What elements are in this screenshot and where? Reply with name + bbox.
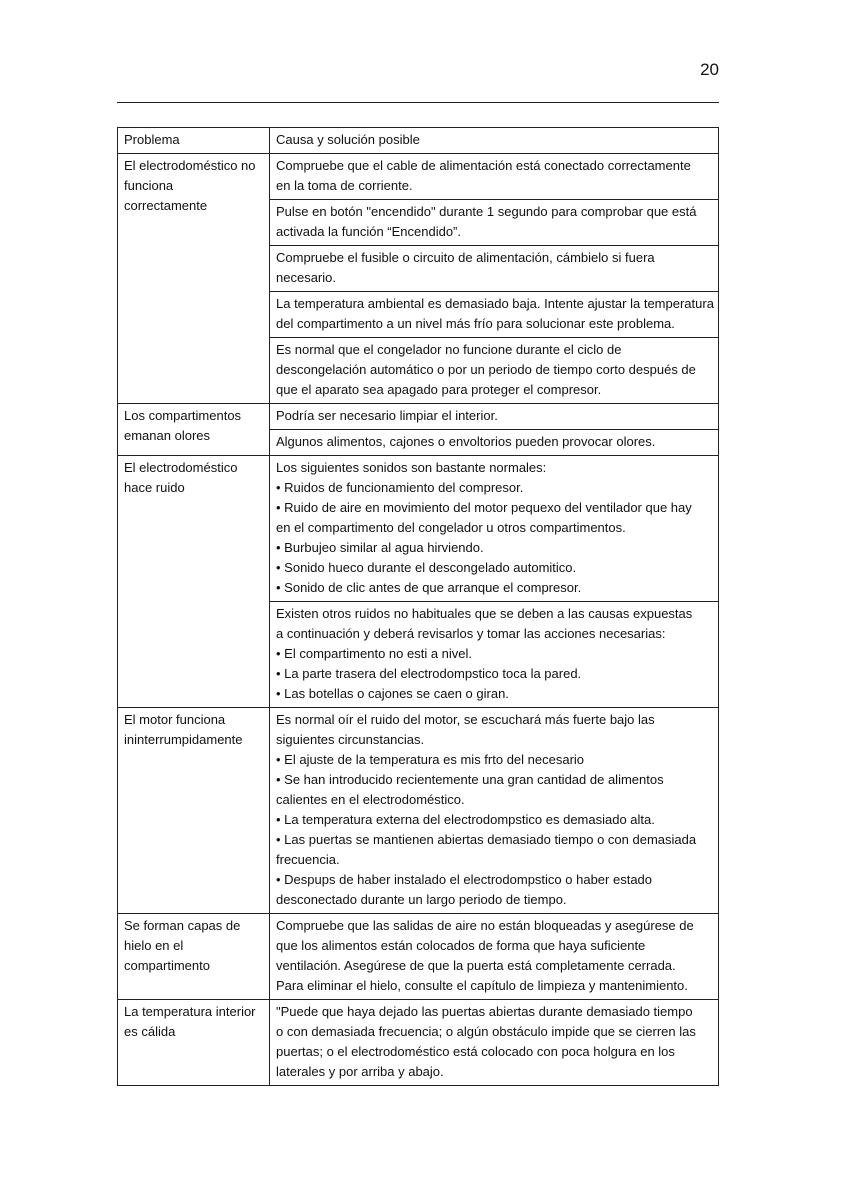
- cause-text: Es normal que el congelador no funcione durante el ciclo de: [276, 342, 622, 357]
- cause-text: • Ruidos de funcionamiento del compresor.: [276, 480, 524, 495]
- problem-cell: [118, 154, 270, 404]
- table-header-row: [118, 128, 719, 154]
- cause-text: Los siguientes sonidos son bastante normales:: [276, 460, 547, 475]
- cause-text: o con demasiada frecuencia; o algún obstáculo impide que se cierren las: [276, 1024, 696, 1039]
- problem-text: Los compartimentos: [124, 408, 242, 423]
- problem-text: emanan olores: [124, 428, 210, 443]
- cause-text: • Sonido de clic antes de que arranque el compresor.: [276, 580, 582, 595]
- cause-cell: [270, 430, 719, 456]
- cause-text: • La temperatura externa del electrodompstico es demasiado alta.: [276, 812, 655, 827]
- cause-text: calientes en el electrodoméstico.: [276, 792, 465, 807]
- cause-cell: [270, 708, 719, 914]
- problem-text: Se forman capas de: [124, 918, 241, 933]
- cause-text: Para eliminar el hielo, consulte el capítulo de limpieza y mantenimiento.: [276, 978, 688, 993]
- cause-text: • Las puertas se mantienen abiertas demasiado tiempo o con demasiada: [276, 832, 697, 847]
- cause-text: Podría ser necesario limpiar el interior.: [276, 408, 498, 423]
- cause-text: siguientes circunstancias.: [276, 732, 425, 747]
- problem-cell: [118, 404, 270, 456]
- cause-text: descongelación automático o por un periodo de tiempo corto después de: [276, 362, 696, 377]
- cause-cell: [270, 292, 719, 338]
- table-row: [118, 456, 719, 602]
- problem-cell: [118, 456, 270, 708]
- cause-text: a continuación y deberá revisarlos y tomar las acciones necesarias:: [276, 626, 666, 641]
- cause-cell: [270, 914, 719, 1000]
- cause-text: activada la función “Encendido”.: [276, 224, 462, 239]
- cause-text: • Las botellas o cajones se caen o giran.: [276, 686, 509, 701]
- cause-text: • Sonido hueco durante el descongelado automitico.: [276, 560, 577, 575]
- problem-text: La temperatura interior: [124, 1004, 256, 1019]
- cause-cell: [270, 246, 719, 292]
- header-cause: Causa y solución posible: [270, 128, 719, 154]
- cause-text: Compruebe el fusible o circuito de alimentación, cámbielo si fuera: [276, 250, 655, 265]
- cause-text: frecuencia.: [276, 852, 340, 867]
- table-row: [118, 1000, 719, 1086]
- table-row: [118, 154, 719, 200]
- cause-text: Existen otros ruidos no habituales que se deben a las causas expuestas: [276, 606, 693, 621]
- cause-text: que el aparato sea apagado para proteger el compresor.: [276, 382, 602, 397]
- cause-text: Es normal oír el ruido del motor, se escuchará más fuerte bajo las: [276, 712, 655, 727]
- page-number: 20: [700, 60, 719, 79]
- table-body: [118, 154, 719, 1086]
- cause-text: Algunos alimentos, cajones o envoltorios pueden provocar olores.: [276, 434, 656, 449]
- table-row: [118, 914, 719, 1000]
- cause-cell: [270, 456, 719, 602]
- cause-text: en la toma de corriente.: [276, 178, 413, 193]
- cause-text: • El compartimento no esti a nivel.: [276, 646, 473, 661]
- cause-text: que los alimentos están colocados de forma que haya suficiente: [276, 938, 646, 953]
- cause-cell: [270, 338, 719, 404]
- cause-text: Compruebe que las salidas de aire no están bloqueadas y asegúrese de: [276, 918, 694, 933]
- cause-text: • El ajuste de la temperatura es mis frto del necesario: [276, 752, 585, 767]
- cause-text: • Despups de haber instalado el electrodompstico o haber estado: [276, 872, 653, 887]
- problem-text: hielo en el: [124, 938, 184, 953]
- cause-cell: [270, 200, 719, 246]
- cause-text: La temperatura ambiental es demasiado baja. Intente ajustar la temperatura: [276, 296, 714, 311]
- problem-text: El electrodoméstico: [124, 460, 238, 475]
- problem-text: El electrodoméstico no: [124, 158, 256, 173]
- table-row: [118, 404, 719, 430]
- header-problem: Problema: [118, 128, 270, 154]
- cause-text: en el compartimento del congelador u otros compartimentos.: [276, 520, 626, 535]
- cause-text: ventilación. Asegúrese de que la puerta está completamente cerrada.: [276, 958, 676, 973]
- cause-cell: [270, 404, 719, 430]
- cause-cell: [270, 154, 719, 200]
- problem-cell: [118, 914, 270, 1000]
- cause-text: puertas; o el electrodoméstico está colocado con poca holgura en los: [276, 1044, 675, 1059]
- cause-text: • Se han introducido recientemente una gran cantidad de alimentos: [276, 772, 664, 787]
- problem-text: correctamente: [124, 198, 208, 213]
- problem-text: hace ruido: [124, 480, 185, 495]
- cause-text: • Burbujeo similar al agua hirviendo.: [276, 540, 484, 555]
- cause-text: necesario.: [276, 270, 336, 285]
- cause-cell: [270, 1000, 719, 1086]
- cause-text: desconectado durante un largo periodo de tiempo.: [276, 892, 567, 907]
- problem-cell: [118, 708, 270, 914]
- problem-text: es cálida: [124, 1024, 176, 1039]
- cause-text: • La parte trasera del electrodompstico toca la pared.: [276, 666, 582, 681]
- cause-text: "Puede que haya dejado las puertas abiertas durante demasiado tiempo: [276, 1004, 693, 1019]
- cause-text: Pulse en botón "encendido" durante 1 segundo para comprobar que está: [276, 204, 697, 219]
- cause-text: laterales y por arriba y abajo.: [276, 1064, 444, 1079]
- problem-cell: [118, 1000, 270, 1086]
- problem-text: ininterrumpidamente: [124, 732, 243, 747]
- problem-text: funciona: [124, 178, 174, 193]
- cause-text: • Ruido de aire en movimiento del motor pequexo del ventilador que hay: [276, 500, 692, 515]
- cause-text: del compartimento a un nivel más frío para solucionar este problema.: [276, 316, 675, 331]
- table-row: [118, 708, 719, 914]
- cause-cell: [270, 602, 719, 708]
- troubleshooting-table: [117, 127, 719, 1086]
- problem-text: El motor funciona: [124, 712, 226, 727]
- cause-text: Compruebe que el cable de alimentación está conectado correctamente: [276, 158, 691, 173]
- problem-text: compartimento: [124, 958, 210, 973]
- header-rule: [117, 102, 719, 103]
